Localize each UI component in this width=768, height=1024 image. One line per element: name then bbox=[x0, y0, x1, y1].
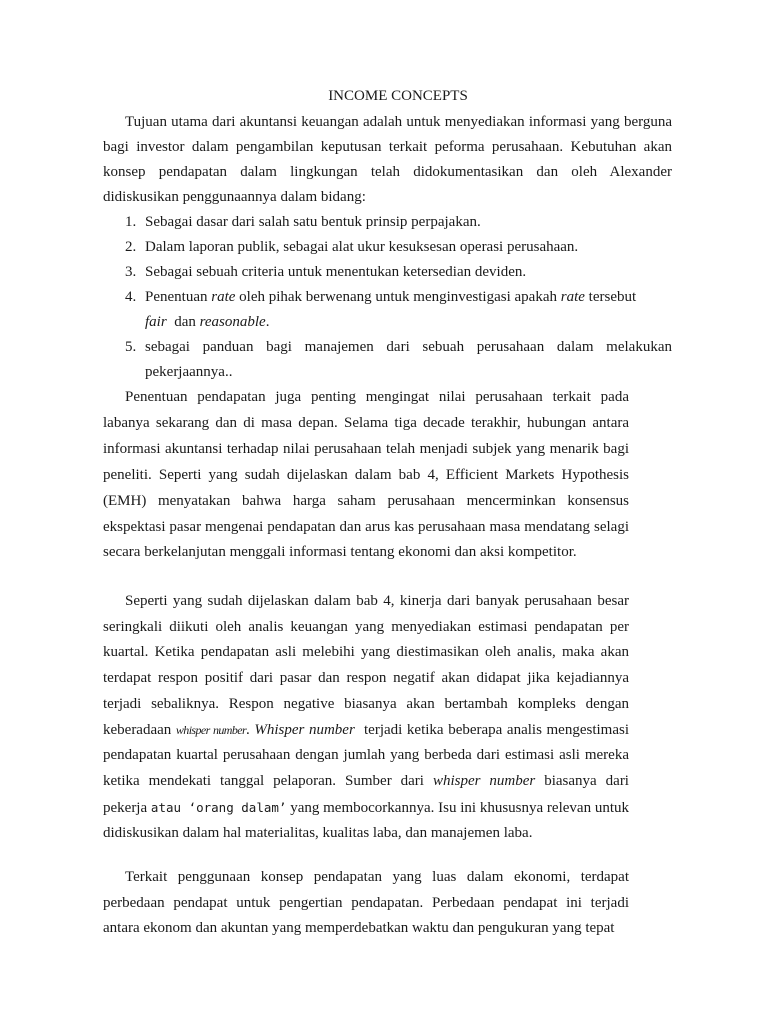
paragraph-4-text: Terkait penggunaan konsep pendapatan yang luas dalam ekonomi, terdapat perbedaan pendapat untuk pengertian pendapatan. Perbedaan pendapat ini terjadi antara ekonom dan akuntan yang memperdebatkan waktu dan pengukuran yang tepat bbox=[103, 869, 629, 936]
italic-term: whisper number bbox=[432, 772, 536, 789]
intro-paragraph bbox=[103, 110, 672, 210]
paragraph-3 bbox=[103, 589, 633, 847]
list-text: sebagai panduan bagi manajemen dari sebuah perusahaan dalam melakukan pekerjaannya.. bbox=[145, 339, 672, 380]
paragraph-4 bbox=[103, 865, 629, 942]
text-run: terjadi ketika beberapa analis mengestimasi pendapatan kuartal perusahaan dengan jumlah yang berbeda dari estimasi asli mereka ketika mendekati tanggal pelaporan. Sumber dari bbox=[103, 721, 633, 789]
usage-list bbox=[103, 210, 672, 385]
text-run: dan bbox=[166, 314, 200, 330]
list-text bbox=[145, 289, 636, 330]
page-title: INCOME CONCEPTS bbox=[328, 88, 468, 104]
text-run: . bbox=[246, 721, 255, 738]
paragraph-3-text bbox=[103, 589, 633, 847]
list-text: Sebagai dasar dari salah satu bentuk prinsip perpajakan. bbox=[145, 214, 481, 230]
list-number: 4. bbox=[125, 289, 137, 305]
paragraph-2-text: Penentuan pendapatan juga penting mengingat nilai perusahaan terkait pada labanya sekarang dan di masa depan. Selama tiga decade terakhir, hubungan antara informasi akuntansi terhadap nilai perusahaan telah menjadi subjek yang menarik bagi peneliti. Seperti yang sudah dijelaskan dalam bab 4, Efficient Markets Hypothesis (EMH) menyatakan bahwa harga saham perusahaan mencerminkan konsensus ekspektasi pasar mengenai pendapatan dan arus kas perusahaan masa mendatang selagi secara berkelanjutan menggali informasi tentang ekonomi dan aksi kompetitor. bbox=[103, 389, 629, 561]
italic-term: rate bbox=[211, 289, 236, 305]
text-run: tersebut bbox=[584, 289, 637, 305]
text-run: biasanya dari pekerja bbox=[103, 772, 629, 816]
italic-term: rate bbox=[560, 289, 585, 305]
italic-term: fair bbox=[145, 314, 167, 330]
list-number: 3. bbox=[125, 264, 137, 280]
list-item bbox=[103, 285, 672, 335]
list-item bbox=[103, 210, 672, 235]
italic-term: Whisper number bbox=[254, 721, 355, 738]
list-number: 2. bbox=[125, 239, 137, 255]
italic-term: reasonable bbox=[199, 314, 266, 330]
mono-text: atau ‘orang dalam’ bbox=[150, 799, 287, 815]
list-text: Sebagai sebuah criteria untuk menentukan ketersedian deviden. bbox=[145, 264, 527, 280]
intro-text: Tujuan utama dari akuntansi keuangan adalah untuk menyediakan informasi yang berguna bagi investor dalam pengambilan keputusan terkait peforma perusahaan. Kebutuhan akan konsep pendapatan dalam lingkungan telah didokumentasikan dan oleh Alexander didiskusikan penggunaannya dalam bidang: bbox=[103, 114, 672, 205]
text-run: . bbox=[265, 314, 270, 330]
list-item bbox=[103, 260, 672, 285]
text-run: yang membocorkannya. Isu ini khususnya relevan untuk didiskusikan dalam hal materialitas, kualitas laba, dan manajemen laba. bbox=[103, 799, 630, 842]
italic-term: whisper number bbox=[175, 722, 247, 737]
list-number: 1. bbox=[125, 214, 137, 230]
list-text: Dalam laporan publik, sebagai alat ukur kesuksesan operasi perusahaan. bbox=[145, 239, 579, 255]
list-item bbox=[103, 235, 672, 260]
list-item bbox=[103, 335, 672, 385]
list-number: 5. bbox=[125, 339, 137, 355]
text-run: oleh pihak berwenang untuk menginvestigasi apakah bbox=[235, 289, 561, 305]
text-run: Penentuan bbox=[145, 289, 212, 305]
paragraph-2 bbox=[103, 385, 629, 566]
text-run: Seperti yang sudah dijelaskan dalam bab 4, kinerja dari banyak perusahaan besar seringkali diikuti oleh analis keuangan yang menyediakan estimasi pendapatan per kuartal. Ketika pendapatan asli melebihi yang diestimasikan oleh analis, maka akan terdapat respon positif dari pasar dan respon negatif akan didapat jika kejadiannya terjadi sebaliknya. Respon negative biasanya akan bertambah kompleks dengan keberadaan bbox=[103, 593, 629, 738]
